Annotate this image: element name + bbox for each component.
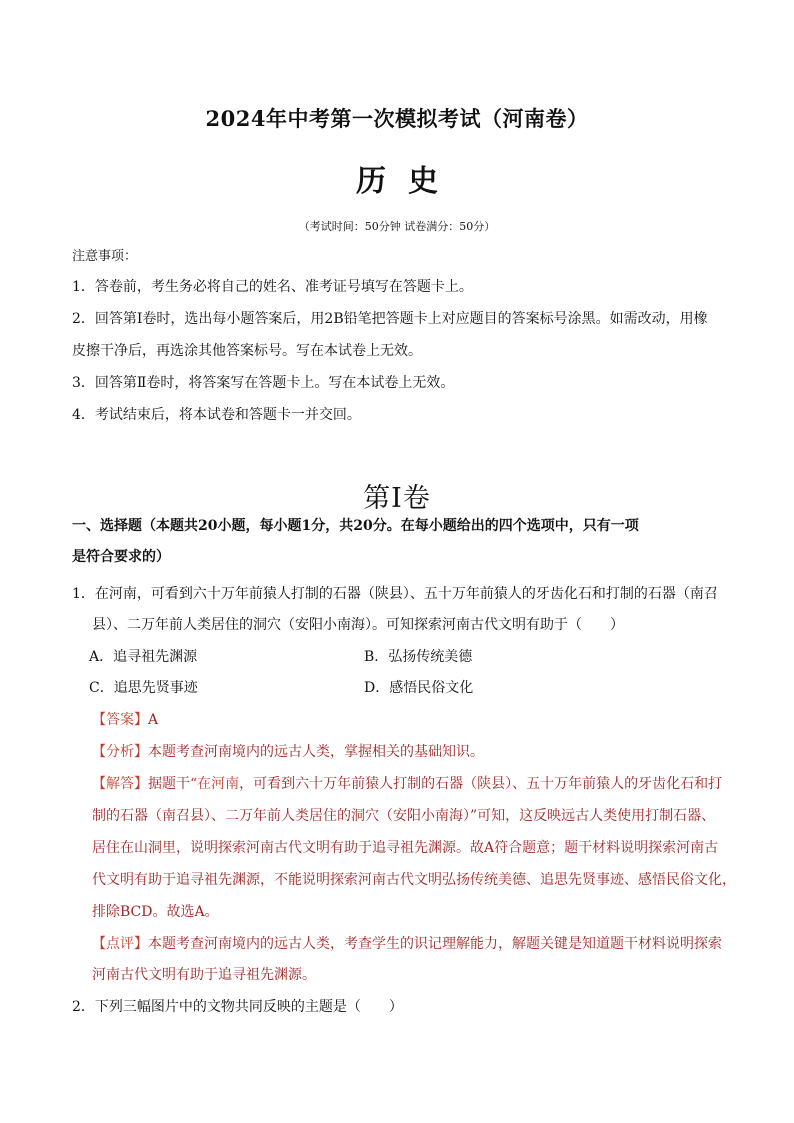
solution-line-5: 排除BCD。故选A。 (92, 904, 219, 920)
q2-stem: 2．下列三幅图片中的文物共同反映的主题是（ ） (72, 999, 403, 1015)
answer-label: 【答案】 (92, 712, 148, 728)
notice-item-3: 3．回答第Ⅱ卷时，将答案写在答题卡上。写在本试卷上无效。 (72, 375, 455, 391)
q1-option-d: D．感悟民俗文化 (364, 680, 474, 696)
q1-answer (92, 710, 158, 730)
notice-item-1: 1．答卷前，考生务必将自己的姓名、准考证号填写在答题卡上。 (72, 279, 473, 295)
q1-comment (92, 934, 722, 954)
volume-heading: 第Ⅰ卷 (363, 483, 431, 514)
solution-quote: “在河南 (190, 776, 240, 792)
exam-info: （考试时间：50分钟 试卷满分：50分） (298, 220, 496, 233)
comment-label: 【点评】 (92, 936, 148, 952)
comment-line-2: 河南古代文明有助于追寻祖先渊源。 (92, 967, 316, 983)
answer-value: A (148, 712, 159, 728)
solution-line-3: 居住在山洞里，说明探索河南古代文明有助于追寻祖先渊源。故A符合题意；题干材料说明探索河南古 (92, 840, 719, 856)
section-heading-cont: 是符合要求的） (72, 549, 170, 565)
notice-item-2: 2．回答第Ⅰ卷时，选出每小题答案后，用2B铅笔把答题卡上对应题目的答案标号涂黑。如需改动，用橡 (72, 311, 708, 327)
notice-item-4: 4．考试结束后，将本试卷和答题卡一并交回。 (72, 407, 361, 423)
q1-solution (92, 774, 722, 794)
subject-title: 历史 (356, 164, 460, 199)
solution-pre: 据题干 (148, 776, 190, 792)
q1-stem: 1．在河南，可看到六十万年前猿人打制的石器（陕县）、五十万年前猿人的牙齿化石和打制的石器（南召 (72, 586, 718, 602)
q1-option-c: C．追思先贤事迹 (89, 680, 198, 696)
solution-line-4: 代文明有助于追寻祖先渊源，不能说明探索河南古代文明弘扬传统美德、追思先贤事迹、感悟民俗文化， (92, 872, 736, 888)
q1-option-b: B．弘扬传统美德 (364, 649, 473, 665)
analysis-text: 本题考查河南境内的远古人类，掌握相关的基础知识。 (148, 744, 484, 760)
q1-option-a: A．追寻祖先渊源 (89, 649, 198, 665)
notice-heading: 注意事项： (72, 249, 138, 264)
section-heading: 一、选择题（本题共20小题，每小题1分，共20分。在每小题给出的四个选项中，只有一项 (72, 518, 639, 534)
solution-line-1: ，可看到六十万年前猿人打制的石器（陕县）、五十万年前猿人的牙齿化石和打 (239, 776, 723, 792)
solution-label: 【解答】 (92, 776, 148, 792)
solution-line-2: 制的石器（南召县）、二万年前人类居住的洞穴（安阳小南海）”可知，这反映远古人类使用打制石器、 (92, 808, 716, 824)
notice-item-2-cont: 皮擦干净后，再选涂其他答案标号。写在本试卷上无效。 (72, 343, 422, 359)
q1-analysis (92, 742, 484, 762)
q1-stem-cont: 县）、二万年前人类居住的洞穴（安阳小南海）。可知探索河南古代文明有助于（ ） (92, 617, 624, 633)
exam-title: 2024年中考第一次模拟考试（河南卷） (205, 106, 589, 131)
analysis-label: 【分析】 (92, 744, 148, 760)
comment-line-1: 本题考查河南境内的远古人类，考查学生的识记理解能力，解题关键是知道题干材料说明探索 (148, 936, 722, 952)
